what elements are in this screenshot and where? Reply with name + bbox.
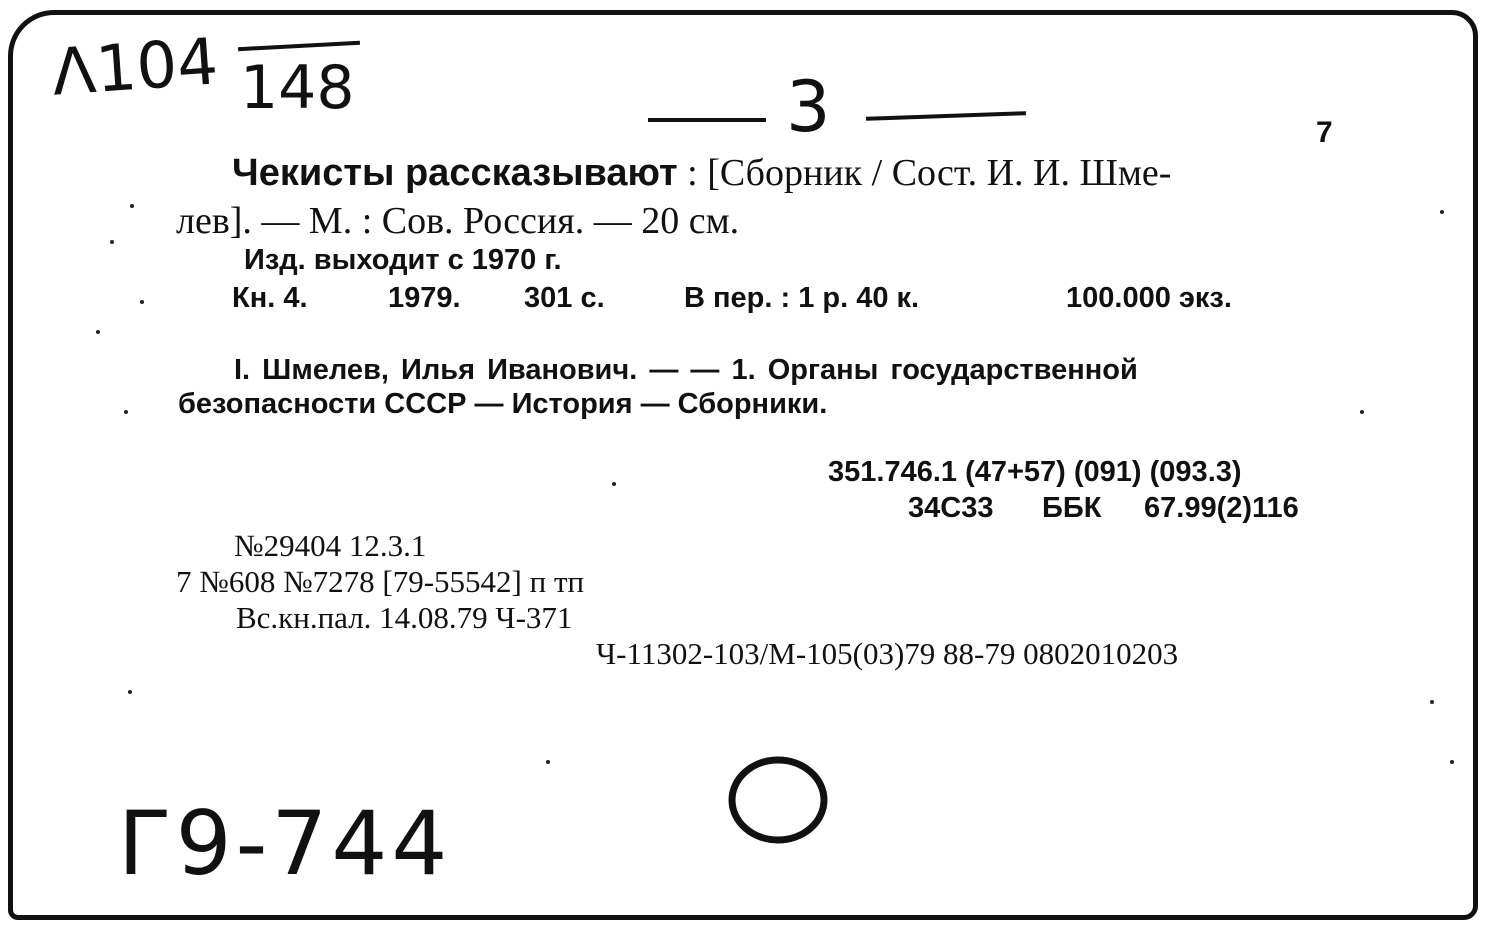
corner-number: 7 [1316,116,1333,149]
handwritten-inventory-number: Г9-744 [118,792,452,895]
handwritten-shelfmark-sub: 148 [240,53,355,123]
handwritten-shelfmark: Λ104 [49,25,221,111]
page-number-left-dash [648,118,766,122]
volume-copies: 100.000 экз. [1066,282,1232,314]
volume-book: Кн. 4. [232,282,308,314]
udc-code: 351.746.1 (47+57) (091) (093.3) [828,456,1242,488]
handwritten-page-number: 3 [786,66,831,148]
tracings-line-2: безопасности СССР — История — Сборники. [178,388,828,420]
speck [1450,760,1454,764]
print-line: 7 №608 №7278 [79-55542] п тп [176,564,585,599]
speck [1430,700,1434,704]
speck [96,330,100,334]
volume-pages: 301 с. [524,282,605,314]
speck [128,690,132,694]
speck [124,410,128,414]
tracings-line-1: I. Шмелев, Илья Иванович. — — 1. Органы государственной [234,354,1138,386]
order-number: №29404 12.3.1 [234,528,427,563]
index-line: Ч-11302-103/М-105(03)79 88-79 0802010203 [596,636,1179,671]
volume-year: 1979. [388,282,461,314]
speck [1360,410,1364,414]
speck [130,204,134,208]
title-line-1 [232,154,1171,192]
volume-binding: В пер. : 1 р. 40 к. [684,282,920,314]
title-line-2: лев]. — М. : Сов. Россия. — 20 см. [176,200,740,242]
speck [546,760,550,764]
speck [1440,210,1444,214]
chamber-line: Вс.кн.пал. 14.08.79 Ч-371 [236,600,573,635]
series-note: Изд. выходит с 1970 г. [244,244,562,276]
speck [140,300,144,304]
circle-mark [716,752,840,852]
speck [110,240,114,244]
title-rest-1: : [Сборник / Сост. И. И. Шме- [677,152,1172,194]
bbk-code: 67.99(2)116 [1144,492,1299,524]
bbk-label: ББК [1042,492,1102,524]
author-mark: 34С33 [908,492,994,524]
speck [612,482,616,486]
title-bold: Чекисты рассказывают [232,152,678,194]
